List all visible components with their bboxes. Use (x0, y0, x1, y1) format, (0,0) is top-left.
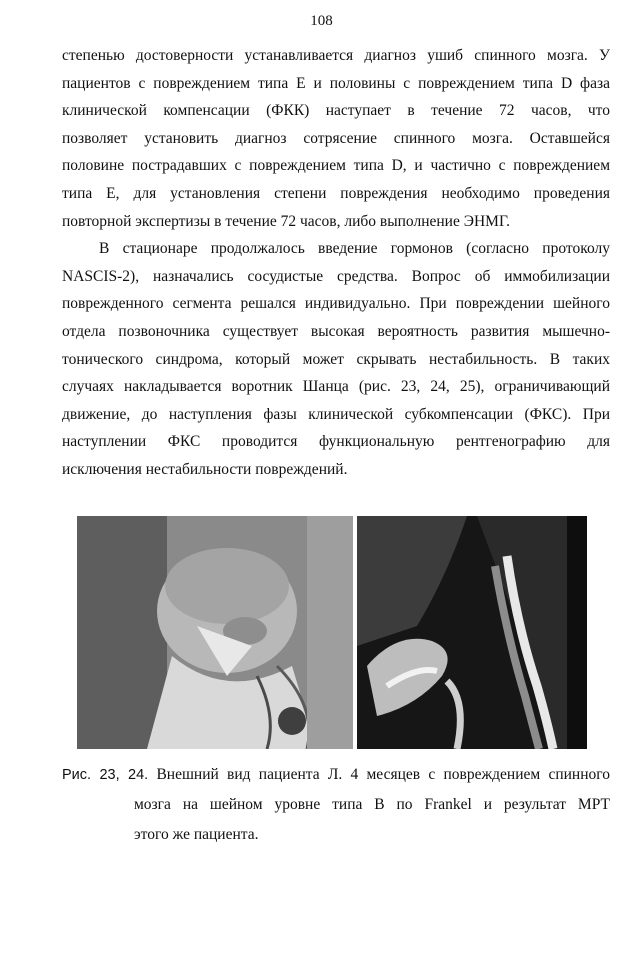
text-line: отдела позвоночника существует высокая вероятность развития мышечно- (62, 322, 610, 340)
page-number: 108 (310, 13, 333, 29)
caption-prefix: Рис. 23, 24. (62, 767, 149, 783)
body-text (62, 42, 610, 484)
text-line: движение, до наступления фазы клинической субкомпенсации (ФКС). При (62, 405, 610, 423)
text-line: клинической компенсации (ФКК) наступает в течение 72 часов, что (62, 102, 610, 120)
text-line: степенью достоверности устанавливается диагноз ушиб спинного мозга. У (62, 47, 610, 64)
paragraph-2 (62, 235, 610, 483)
text-line: В стационаре продолжалось введение гормонов (согласно протоколу (99, 240, 610, 258)
text-line: половине пострадавших с повреждением типа D, и частично с повреждением (62, 157, 610, 175)
caption-line: этого же пациента. (134, 826, 259, 843)
text-line: тонического синдрома, который может скрывать нестабильность. В таких (62, 350, 610, 368)
text-line: повторной экспертизы в течение 72 часов, либо выполнение ЭНМГ. (62, 212, 511, 230)
text-line: типа Е, для установления степени повреждения необходимо проведения (62, 184, 610, 202)
text-line: наступлении ФКС проводится функциональную рентгенографию для (62, 433, 610, 451)
text-line: исключения нестабильности повреждений. (62, 460, 348, 478)
text-line: позволяет установить диагноз сотрясение спинного мозга. Оставшейся (62, 129, 610, 147)
caption-line (62, 760, 610, 790)
text-line: пациентов с повреждением типа Е и половины с повреждением типа D фаза (62, 74, 610, 92)
patient-photo-graphic (77, 516, 353, 749)
patient-photo (77, 516, 353, 749)
figures (77, 516, 587, 749)
text-line: NASCIS-2), назначались сосудистые средства. Вопрос об иммобилизации (62, 267, 610, 285)
text-line: поврежденного сегмента решался индивидуально. При повреждении шейного (62, 295, 610, 313)
mri-scan-graphic (357, 516, 587, 749)
caption-text: Внешний вид пациента Л. 4 месяцев с повреждением спинного (156, 766, 610, 783)
figure-caption (62, 760, 610, 850)
mri-scan (357, 516, 587, 749)
text-line: случаях накладывается воротник Шанца (рис. 23, 24, 25), ограничивающий (62, 378, 610, 396)
paragraph-1 (62, 42, 610, 235)
caption-line: мозга на шейном уровне типа В по Frankel и результат МРТ (134, 796, 610, 813)
